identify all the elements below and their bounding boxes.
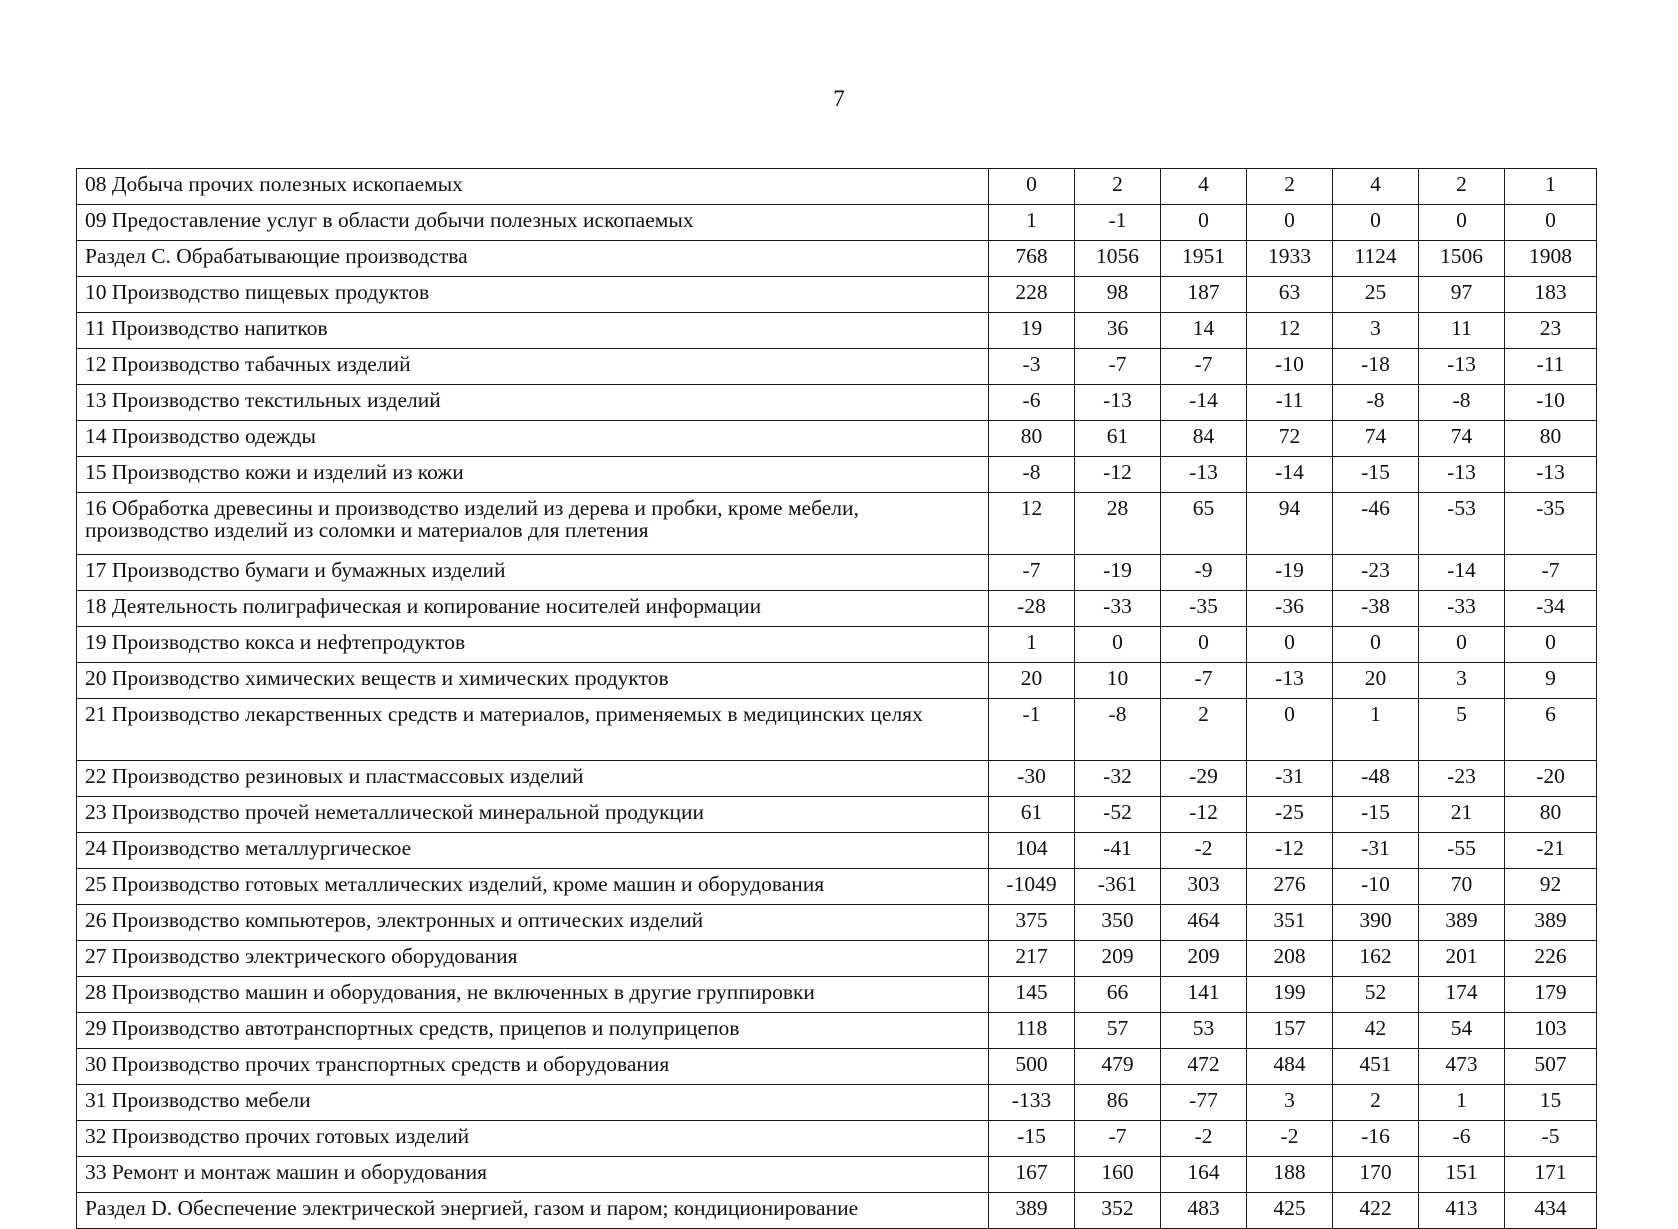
value-cell: -8 xyxy=(1075,699,1161,761)
table-row xyxy=(77,761,1597,797)
value-cell: -33 xyxy=(1419,591,1505,627)
value-cell: -2 xyxy=(1161,833,1247,869)
value-cell: 0 xyxy=(1333,205,1419,241)
value-cell: 0 xyxy=(1247,627,1333,663)
value-cell: 1951 xyxy=(1161,241,1247,277)
row-label: 21 Производство лекарственных средств и материалов, применяемых в медицинских целях xyxy=(77,699,989,761)
value-cell: -18 xyxy=(1333,349,1419,385)
table-row xyxy=(77,833,1597,869)
value-cell: 0 xyxy=(1419,205,1505,241)
value-cell: 54 xyxy=(1419,1013,1505,1049)
row-label: 13 Производство текстильных изделий xyxy=(77,385,989,421)
value-cell: 413 xyxy=(1419,1193,1505,1229)
value-cell: -48 xyxy=(1333,761,1419,797)
value-cell: 72 xyxy=(1247,421,1333,457)
value-cell: -36 xyxy=(1247,591,1333,627)
value-cell: 5 xyxy=(1419,699,1505,761)
value-cell: -46 xyxy=(1333,493,1419,555)
value-cell: 6 xyxy=(1505,699,1597,761)
value-cell: -9 xyxy=(1161,555,1247,591)
table-row xyxy=(77,457,1597,493)
value-cell: 9 xyxy=(1505,663,1597,699)
value-cell: 164 xyxy=(1161,1157,1247,1193)
value-cell: -13 xyxy=(1419,457,1505,493)
table-row xyxy=(77,1085,1597,1121)
value-cell: 170 xyxy=(1333,1157,1419,1193)
value-cell: 0 xyxy=(989,169,1075,205)
value-cell: 1 xyxy=(989,205,1075,241)
value-cell: 500 xyxy=(989,1049,1075,1085)
value-cell: 94 xyxy=(1247,493,1333,555)
value-cell: -2 xyxy=(1247,1121,1333,1157)
row-label: 26 Производство компьютеров, электронных и оптических изделий xyxy=(77,905,989,941)
table-row xyxy=(77,699,1597,761)
value-cell: -35 xyxy=(1505,493,1597,555)
table-row xyxy=(77,313,1597,349)
row-label: 08 Добыча прочих полезных ископаемых xyxy=(77,169,989,205)
value-cell: 25 xyxy=(1333,277,1419,313)
value-cell: 145 xyxy=(989,977,1075,1013)
row-label: 20 Производство химических веществ и химических продуктов xyxy=(77,663,989,699)
row-label: 14 Производство одежды xyxy=(77,421,989,457)
value-cell: 28 xyxy=(1075,493,1161,555)
value-cell: 303 xyxy=(1161,869,1247,905)
value-cell: 3 xyxy=(1333,313,1419,349)
row-label: 19 Производство кокса и нефтепродуктов xyxy=(77,627,989,663)
row-label: 25 Производство готовых металлических изделий, кроме машин и оборудования xyxy=(77,869,989,905)
value-cell: 104 xyxy=(989,833,1075,869)
value-cell: 80 xyxy=(1505,797,1597,833)
value-cell: 1933 xyxy=(1247,241,1333,277)
value-cell: -77 xyxy=(1161,1085,1247,1121)
value-cell: -25 xyxy=(1247,797,1333,833)
value-cell: -14 xyxy=(1247,457,1333,493)
value-cell: -6 xyxy=(1419,1121,1505,1157)
value-cell: 464 xyxy=(1161,905,1247,941)
row-label: 17 Производство бумаги и бумажных изделий xyxy=(77,555,989,591)
value-cell: 167 xyxy=(989,1157,1075,1193)
value-cell: 80 xyxy=(989,421,1075,457)
value-cell: 160 xyxy=(1075,1157,1161,1193)
value-cell: 473 xyxy=(1419,1049,1505,1085)
value-cell: -8 xyxy=(989,457,1075,493)
value-cell: -10 xyxy=(1333,869,1419,905)
value-cell: 12 xyxy=(1247,313,1333,349)
table-row xyxy=(77,421,1597,457)
value-cell: -33 xyxy=(1075,591,1161,627)
value-cell: -1 xyxy=(1075,205,1161,241)
value-cell: 0 xyxy=(1505,205,1597,241)
value-cell: 479 xyxy=(1075,1049,1161,1085)
value-cell: -20 xyxy=(1505,761,1597,797)
value-cell: 21 xyxy=(1419,797,1505,833)
row-label: 09 Предоставление услуг в области добычи полезных ископаемых xyxy=(77,205,989,241)
value-cell: 42 xyxy=(1333,1013,1419,1049)
value-cell: -133 xyxy=(989,1085,1075,1121)
value-cell: -13 xyxy=(1505,457,1597,493)
value-cell: 3 xyxy=(1419,663,1505,699)
value-cell: 61 xyxy=(1075,421,1161,457)
row-label: Раздел С. Обрабатывающие производства xyxy=(77,241,989,277)
table-row xyxy=(77,555,1597,591)
value-cell: -31 xyxy=(1247,761,1333,797)
value-cell: -3 xyxy=(989,349,1075,385)
value-cell: 20 xyxy=(1333,663,1419,699)
value-cell: 276 xyxy=(1247,869,1333,905)
value-cell: 0 xyxy=(1075,627,1161,663)
value-cell: 1 xyxy=(1333,699,1419,761)
value-cell: 179 xyxy=(1505,977,1597,1013)
value-cell: 0 xyxy=(1247,205,1333,241)
value-cell: 425 xyxy=(1247,1193,1333,1229)
row-label: 12 Производство табачных изделий xyxy=(77,349,989,385)
value-cell: -10 xyxy=(1247,349,1333,385)
value-cell: -5 xyxy=(1505,1121,1597,1157)
value-cell: 65 xyxy=(1161,493,1247,555)
value-cell: -38 xyxy=(1333,591,1419,627)
table-row xyxy=(77,977,1597,1013)
data-table xyxy=(76,168,1597,1229)
value-cell: 3 xyxy=(1247,1085,1333,1121)
value-cell: 162 xyxy=(1333,941,1419,977)
value-cell: -32 xyxy=(1075,761,1161,797)
value-cell: -53 xyxy=(1419,493,1505,555)
value-cell: 66 xyxy=(1075,977,1161,1013)
value-cell: 0 xyxy=(1505,627,1597,663)
value-cell: 4 xyxy=(1333,169,1419,205)
value-cell: 118 xyxy=(989,1013,1075,1049)
value-cell: -28 xyxy=(989,591,1075,627)
value-cell: -23 xyxy=(1333,555,1419,591)
value-cell: 4 xyxy=(1161,169,1247,205)
value-cell: -6 xyxy=(989,385,1075,421)
value-cell: 208 xyxy=(1247,941,1333,977)
value-cell: 434 xyxy=(1505,1193,1597,1229)
table-row xyxy=(77,241,1597,277)
value-cell: -12 xyxy=(1247,833,1333,869)
value-cell: 1 xyxy=(1505,169,1597,205)
value-cell: -15 xyxy=(989,1121,1075,1157)
value-cell: 97 xyxy=(1419,277,1505,313)
row-label: 30 Производство прочих транспортных средств и оборудования xyxy=(77,1049,989,1085)
value-cell: 10 xyxy=(1075,663,1161,699)
value-cell: 389 xyxy=(989,1193,1075,1229)
value-cell: 0 xyxy=(1161,205,1247,241)
value-cell: 1056 xyxy=(1075,241,1161,277)
value-cell: 0 xyxy=(1419,627,1505,663)
value-cell: -2 xyxy=(1161,1121,1247,1157)
value-cell: 98 xyxy=(1075,277,1161,313)
value-cell: 226 xyxy=(1505,941,1597,977)
value-cell: 0 xyxy=(1247,699,1333,761)
value-cell: -19 xyxy=(1075,555,1161,591)
value-cell: 1124 xyxy=(1333,241,1419,277)
value-cell: 183 xyxy=(1505,277,1597,313)
value-cell: -7 xyxy=(1161,663,1247,699)
value-cell: 228 xyxy=(989,277,1075,313)
value-cell: -7 xyxy=(1161,349,1247,385)
value-cell: 389 xyxy=(1505,905,1597,941)
table-row xyxy=(77,1049,1597,1085)
value-cell: 11 xyxy=(1419,313,1505,349)
value-cell: 53 xyxy=(1161,1013,1247,1049)
value-cell: 209 xyxy=(1075,941,1161,977)
row-label: 23 Производство прочей неметаллической минеральной продукции xyxy=(77,797,989,833)
value-cell: 390 xyxy=(1333,905,1419,941)
value-cell: 0 xyxy=(1333,627,1419,663)
value-cell: 507 xyxy=(1505,1049,1597,1085)
row-label: 27 Производство электрического оборудования xyxy=(77,941,989,977)
value-cell: 74 xyxy=(1333,421,1419,457)
value-cell: -23 xyxy=(1419,761,1505,797)
value-cell: 484 xyxy=(1247,1049,1333,1085)
value-cell: -7 xyxy=(1075,1121,1161,1157)
row-label: 16 Обработка древесины и производство изделий из дерева и пробки, кроме мебели, производство изделий из соломки и материалов для плетения xyxy=(77,493,989,555)
value-cell: 352 xyxy=(1075,1193,1161,1229)
value-cell: -35 xyxy=(1161,591,1247,627)
row-label: 32 Производство прочих готовых изделий xyxy=(77,1121,989,1157)
value-cell: 2 xyxy=(1419,169,1505,205)
row-label: 33 Ремонт и монтаж машин и оборудования xyxy=(77,1157,989,1193)
value-cell: 14 xyxy=(1161,313,1247,349)
value-cell: 74 xyxy=(1419,421,1505,457)
row-label: 15 Производство кожи и изделий из кожи xyxy=(77,457,989,493)
value-cell: -13 xyxy=(1161,457,1247,493)
row-label: 24 Производство металлургическое xyxy=(77,833,989,869)
table-row xyxy=(77,797,1597,833)
table-row xyxy=(77,1121,1597,1157)
table-row xyxy=(77,169,1597,205)
value-cell: -8 xyxy=(1419,385,1505,421)
value-cell: -16 xyxy=(1333,1121,1419,1157)
value-cell: -29 xyxy=(1161,761,1247,797)
value-cell: 375 xyxy=(989,905,1075,941)
value-cell: -12 xyxy=(1075,457,1161,493)
value-cell: 103 xyxy=(1505,1013,1597,1049)
value-cell: 12 xyxy=(989,493,1075,555)
value-cell: -7 xyxy=(1505,555,1597,591)
value-cell: 389 xyxy=(1419,905,1505,941)
value-cell: -13 xyxy=(1419,349,1505,385)
value-cell: 141 xyxy=(1161,977,1247,1013)
value-cell: -7 xyxy=(1075,349,1161,385)
table-row xyxy=(77,1193,1597,1229)
value-cell: 187 xyxy=(1161,277,1247,313)
row-label: 28 Производство машин и оборудования, не включенных в другие группировки xyxy=(77,977,989,1013)
value-cell: -30 xyxy=(989,761,1075,797)
value-cell: -34 xyxy=(1505,591,1597,627)
table-row xyxy=(77,591,1597,627)
value-cell: 86 xyxy=(1075,1085,1161,1121)
value-cell: -361 xyxy=(1075,869,1161,905)
value-cell: 199 xyxy=(1247,977,1333,1013)
value-cell: 84 xyxy=(1161,421,1247,457)
table-row xyxy=(77,349,1597,385)
value-cell: -1049 xyxy=(989,869,1075,905)
value-cell: 157 xyxy=(1247,1013,1333,1049)
value-cell: 1506 xyxy=(1419,241,1505,277)
value-cell: -15 xyxy=(1333,457,1419,493)
value-cell: 483 xyxy=(1161,1193,1247,1229)
value-cell: -11 xyxy=(1505,349,1597,385)
value-cell: 171 xyxy=(1505,1157,1597,1193)
table-body xyxy=(77,169,1597,1229)
value-cell: 92 xyxy=(1505,869,1597,905)
value-cell: -11 xyxy=(1247,385,1333,421)
value-cell: 52 xyxy=(1333,977,1419,1013)
value-cell: 174 xyxy=(1419,977,1505,1013)
value-cell: -1 xyxy=(989,699,1075,761)
value-cell: 217 xyxy=(989,941,1075,977)
row-label: 11 Производство напитков xyxy=(77,313,989,349)
value-cell: 209 xyxy=(1161,941,1247,977)
value-cell: 188 xyxy=(1247,1157,1333,1193)
value-cell: 20 xyxy=(989,663,1075,699)
row-label: Раздел D. Обеспечение электрической энергией, газом и паром; кондиционирование xyxy=(77,1193,989,1229)
value-cell: -41 xyxy=(1075,833,1161,869)
table-row xyxy=(77,385,1597,421)
value-cell: 63 xyxy=(1247,277,1333,313)
value-cell: -55 xyxy=(1419,833,1505,869)
page-number: 7 xyxy=(833,86,845,111)
value-cell: 1 xyxy=(1419,1085,1505,1121)
row-label: 31 Производство мебели xyxy=(77,1085,989,1121)
value-cell: 70 xyxy=(1419,869,1505,905)
value-cell: -13 xyxy=(1075,385,1161,421)
value-cell: -8 xyxy=(1333,385,1419,421)
value-cell: -12 xyxy=(1161,797,1247,833)
table-row xyxy=(77,941,1597,977)
table-row xyxy=(77,277,1597,313)
value-cell: -7 xyxy=(989,555,1075,591)
table-row xyxy=(77,663,1597,699)
value-cell: 2 xyxy=(1161,699,1247,761)
value-cell: 472 xyxy=(1161,1049,1247,1085)
value-cell: 2 xyxy=(1333,1085,1419,1121)
value-cell: -15 xyxy=(1333,797,1419,833)
table-row xyxy=(77,1013,1597,1049)
value-cell: 36 xyxy=(1075,313,1161,349)
value-cell: 2 xyxy=(1075,169,1161,205)
value-cell: -31 xyxy=(1333,833,1419,869)
value-cell: 422 xyxy=(1333,1193,1419,1229)
value-cell: 80 xyxy=(1505,421,1597,457)
value-cell: 15 xyxy=(1505,1085,1597,1121)
value-cell: 61 xyxy=(989,797,1075,833)
value-cell: 19 xyxy=(989,313,1075,349)
value-cell: 350 xyxy=(1075,905,1161,941)
value-cell: 23 xyxy=(1505,313,1597,349)
value-cell: -21 xyxy=(1505,833,1597,869)
table-row xyxy=(77,493,1597,555)
value-cell: 151 xyxy=(1419,1157,1505,1193)
value-cell: -19 xyxy=(1247,555,1333,591)
value-cell: 1908 xyxy=(1505,241,1597,277)
value-cell: 57 xyxy=(1075,1013,1161,1049)
value-cell: 0 xyxy=(1161,627,1247,663)
value-cell: 351 xyxy=(1247,905,1333,941)
value-cell: 201 xyxy=(1419,941,1505,977)
row-label: 22 Производство резиновых и пластмассовых изделий xyxy=(77,761,989,797)
table-row xyxy=(77,869,1597,905)
value-cell: -10 xyxy=(1505,385,1597,421)
value-cell: 451 xyxy=(1333,1049,1419,1085)
row-label: 18 Деятельность полиграфическая и копирование носителей информации xyxy=(77,591,989,627)
value-cell: -13 xyxy=(1247,663,1333,699)
row-label: 29 Производство автотранспортных средств, прицепов и полуприцепов xyxy=(77,1013,989,1049)
value-cell: -52 xyxy=(1075,797,1161,833)
value-cell: -14 xyxy=(1419,555,1505,591)
value-cell: -14 xyxy=(1161,385,1247,421)
table-row xyxy=(77,1157,1597,1193)
value-cell: 2 xyxy=(1247,169,1333,205)
table-row xyxy=(77,205,1597,241)
value-cell: 1 xyxy=(989,627,1075,663)
value-cell: 768 xyxy=(989,241,1075,277)
row-label: 10 Производство пищевых продуктов xyxy=(77,277,989,313)
table-row xyxy=(77,627,1597,663)
table-row xyxy=(77,905,1597,941)
